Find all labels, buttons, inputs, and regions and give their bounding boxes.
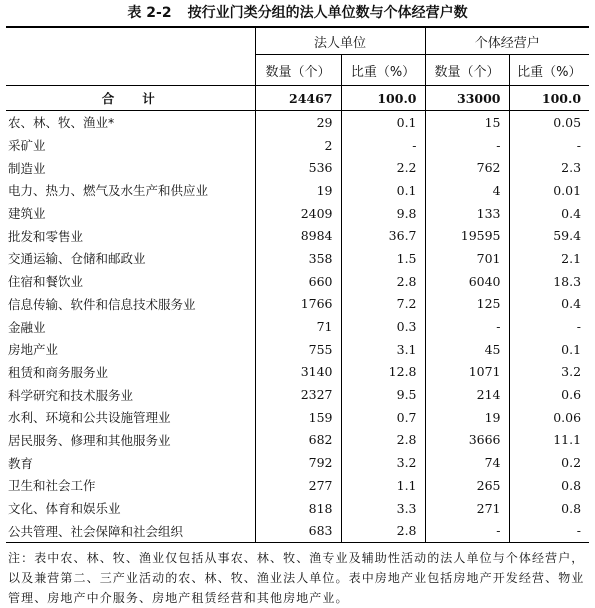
table-row [6,247,589,270]
legal-count: 3140 [255,361,341,384]
table-row [6,383,589,406]
industry-name: 租赁和商务服务业 [8,364,109,380]
table-row [6,111,589,134]
total-individual-count: 33000 [425,86,509,111]
industry-name: 农、林、牧、渔业* [8,115,115,131]
individual-share: 0.8 [509,497,589,520]
legal-share: 3.3 [341,497,425,520]
table-row [6,361,589,384]
table-number: 表 2-2 [127,5,172,21]
individual-share: 0.01 [509,179,589,202]
individual-count: - [425,519,509,542]
table-row [6,202,589,225]
individual-share: 18.3 [509,270,589,293]
industry-name: 采矿业 [8,138,46,154]
legal-share: 2.8 [341,519,425,542]
legal-share: 2.2 [341,156,425,179]
header-group-individual: 个体经营户 [425,27,589,55]
legal-count: 792 [255,451,341,474]
individual-share: 2.1 [509,247,589,270]
individual-share: 0.6 [509,383,589,406]
table-title [0,0,595,26]
total-label: 合计 [6,86,255,111]
total-row [6,86,589,111]
legal-count: 8984 [255,224,341,247]
table-row [6,270,589,293]
individual-share: - [509,519,589,542]
individual-share: 0.4 [509,293,589,316]
industry-name: 电力、热力、燃气及水生产和供应业 [8,183,209,199]
table-row [6,156,589,179]
individual-count: - [425,315,509,338]
legal-count: 536 [255,156,341,179]
table-row [6,338,589,361]
individual-share: 0.8 [509,474,589,497]
individual-count: 1071 [425,361,509,384]
individual-share: 0.06 [509,406,589,429]
legal-count: 660 [255,270,341,293]
industry-name: 交通运输、仓储和邮政业 [8,251,146,267]
legal-count: 358 [255,247,341,270]
legal-count: 277 [255,474,341,497]
legal-share: 12.8 [341,361,425,384]
individual-share: 3.2 [509,361,589,384]
table-row [6,474,589,497]
individual-share: 11.1 [509,429,589,452]
legal-count: 2327 [255,383,341,406]
legal-share: 9.8 [341,202,425,225]
industry-name: 水利、环境和公共设施管理业 [8,410,171,426]
individual-share: 59.4 [509,224,589,247]
table-row [6,519,589,542]
individual-count: 701 [425,247,509,270]
individual-count: 19 [425,406,509,429]
header-count-individual: 数量（个） [425,55,509,86]
table-row [6,406,589,429]
legal-count: 1766 [255,293,341,316]
legal-count: 2409 [255,202,341,225]
legal-share: 9.5 [341,383,425,406]
individual-share: 0.1 [509,338,589,361]
legal-share: 1.1 [341,474,425,497]
table-row [6,497,589,520]
header-count-legal: 数量（个） [255,55,341,86]
legal-share: 3.1 [341,338,425,361]
individual-count: 4 [425,179,509,202]
table-row [6,315,589,338]
legal-count: 71 [255,315,341,338]
legal-count: 29 [255,111,341,134]
header-share-legal: 比重（%） [341,55,425,86]
header-group-legal: 法人单位 [255,27,425,55]
total-legal-count: 24467 [255,86,341,111]
table-row [6,179,589,202]
table-footnote: 注：表中农、林、牧、渔业仅包括从事农、林、牧、渔专业及辅助性活动的法人单位与个体经营户，以及兼营第二、三产业活动的农、林、牧、渔业法人单位。表中房地产业包括房地产开发经营、物业管理、房地产中介服务、房地产租赁经营和其他房地产业。 [8,551,585,605]
industry-name: 教育 [8,455,34,471]
legal-share: 0.3 [341,315,425,338]
header-share-individual: 比重（%） [509,55,589,86]
legal-count: 19 [255,179,341,202]
individual-count: 271 [425,497,509,520]
industry-name: 信息传输、软件和信息技术服务业 [8,296,196,312]
table-caption: 按行业门类分组的法人单位数与个体经营户数 [187,5,468,21]
legal-share: 1.5 [341,247,425,270]
individual-count: 125 [425,293,509,316]
legal-share: 0.1 [341,179,425,202]
legal-count: 159 [255,406,341,429]
individual-share: - [509,315,589,338]
total-individual-share: 100.0 [509,86,589,111]
industry-name: 文化、体育和娱乐业 [8,501,121,517]
legal-share: 3.2 [341,451,425,474]
legal-share: 0.7 [341,406,425,429]
legal-count: 683 [255,519,341,542]
legal-share: 2.8 [341,270,425,293]
individual-count: 15 [425,111,509,134]
legal-share: 2.8 [341,429,425,452]
header-row-groups [6,27,589,55]
industry-name: 房地产业 [8,342,59,358]
industry-name: 金融业 [8,319,46,335]
industry-name: 公共管理、社会保障和社会组织 [6,519,255,542]
industry-name: 住宿和餐饮业 [8,274,84,290]
table-row [6,224,589,247]
individual-share: 0.4 [509,202,589,225]
legal-share: 36.7 [341,224,425,247]
individual-count: 74 [425,451,509,474]
individual-count: 45 [425,338,509,361]
individual-share: 2.3 [509,156,589,179]
individual-count: 3666 [425,429,509,452]
individual-count: 6040 [425,270,509,293]
legal-count: 755 [255,338,341,361]
table-row [6,429,589,452]
legal-share: - [341,134,425,157]
individual-count: - [425,134,509,157]
individual-count: 133 [425,202,509,225]
legal-count: 818 [255,497,341,520]
legal-count: 682 [255,429,341,452]
individual-count: 762 [425,156,509,179]
table-row [6,451,589,474]
table-row [6,293,589,316]
individual-share: - [509,134,589,157]
industry-name: 制造业 [8,160,46,176]
legal-count: 2 [255,134,341,157]
total-legal-share: 100.0 [341,86,425,111]
individual-share: 0.05 [509,111,589,134]
individual-count: 19595 [425,224,509,247]
legal-share: 0.1 [341,111,425,134]
industry-name: 卫生和社会工作 [8,478,96,494]
individual-share: 0.2 [509,451,589,474]
industry-name: 建筑业 [8,206,46,222]
statistics-table [6,26,589,543]
table-row [6,134,589,157]
industry-name: 批发和零售业 [8,228,84,244]
legal-share: 7.2 [341,293,425,316]
header-corner [6,27,255,86]
industry-name: 科学研究和技术服务业 [8,387,134,403]
individual-count: 214 [425,383,509,406]
individual-count: 265 [425,474,509,497]
industry-name: 居民服务、修理和其他服务业 [8,432,171,448]
